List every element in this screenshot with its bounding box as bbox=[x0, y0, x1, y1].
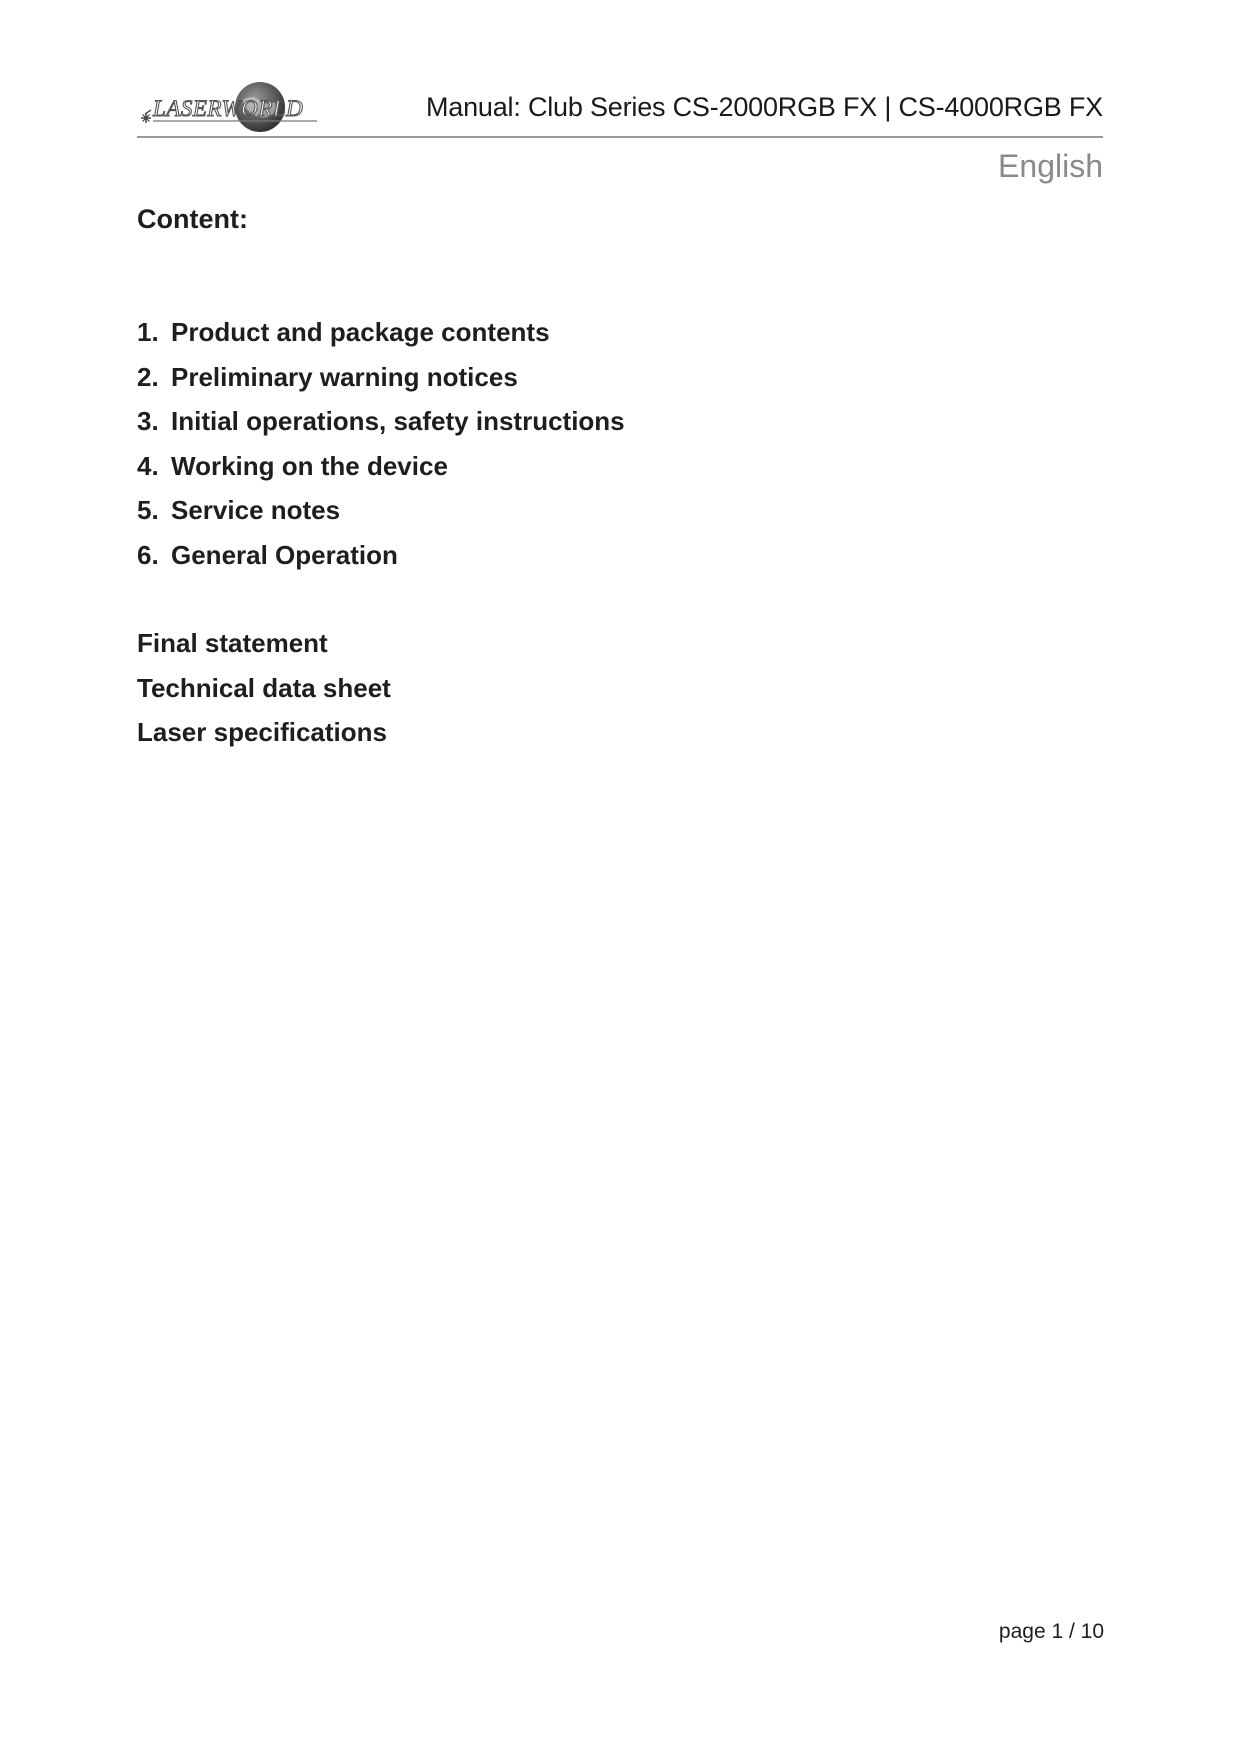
toc-numbered-list bbox=[137, 314, 625, 582]
toc-appendix-item: Laser specifications bbox=[137, 717, 387, 748]
toc-item bbox=[137, 492, 625, 537]
toc-item bbox=[137, 314, 625, 359]
manual-title: Manual: Club Series CS-2000RGB FX | CS-4000RGB FX bbox=[426, 92, 1103, 122]
toc-item-number: 1. bbox=[137, 317, 159, 347]
page-header bbox=[137, 78, 1103, 138]
content-heading: Content: bbox=[137, 204, 248, 234]
toc-appendix-list bbox=[137, 625, 391, 759]
laserworld-logo bbox=[137, 80, 322, 134]
toc-item-number: 5. bbox=[137, 495, 159, 526]
toc-item-label: Working on the device bbox=[171, 450, 448, 481]
toc-item bbox=[137, 403, 625, 448]
toc-item-label: Preliminary warning notices bbox=[171, 361, 518, 392]
language-label: English bbox=[998, 148, 1103, 184]
toc-item-number: 4. bbox=[137, 450, 159, 481]
toc-item bbox=[137, 537, 625, 582]
toc-appendix-item: Technical data sheet bbox=[137, 672, 391, 703]
toc-appendix-item: Final statement bbox=[137, 628, 328, 658]
toc-item bbox=[137, 448, 625, 493]
page-number: page 1 / 10 bbox=[998, 1620, 1104, 1643]
logo-text: LASERWORLD bbox=[153, 96, 304, 121]
toc-item-label: General Operation bbox=[171, 539, 398, 570]
toc-item-number: 3. bbox=[137, 406, 159, 437]
toc-item-label: Product and package contents bbox=[171, 317, 550, 347]
toc-item-number: 2. bbox=[137, 361, 159, 392]
toc-item-label: Service notes bbox=[171, 495, 341, 526]
laser-star-icon bbox=[141, 113, 151, 123]
logo-graphic bbox=[137, 80, 322, 134]
toc-item-number: 6. bbox=[137, 539, 159, 570]
toc-item bbox=[137, 359, 625, 404]
toc-item-label: Initial operations, safety instructions bbox=[171, 406, 625, 437]
